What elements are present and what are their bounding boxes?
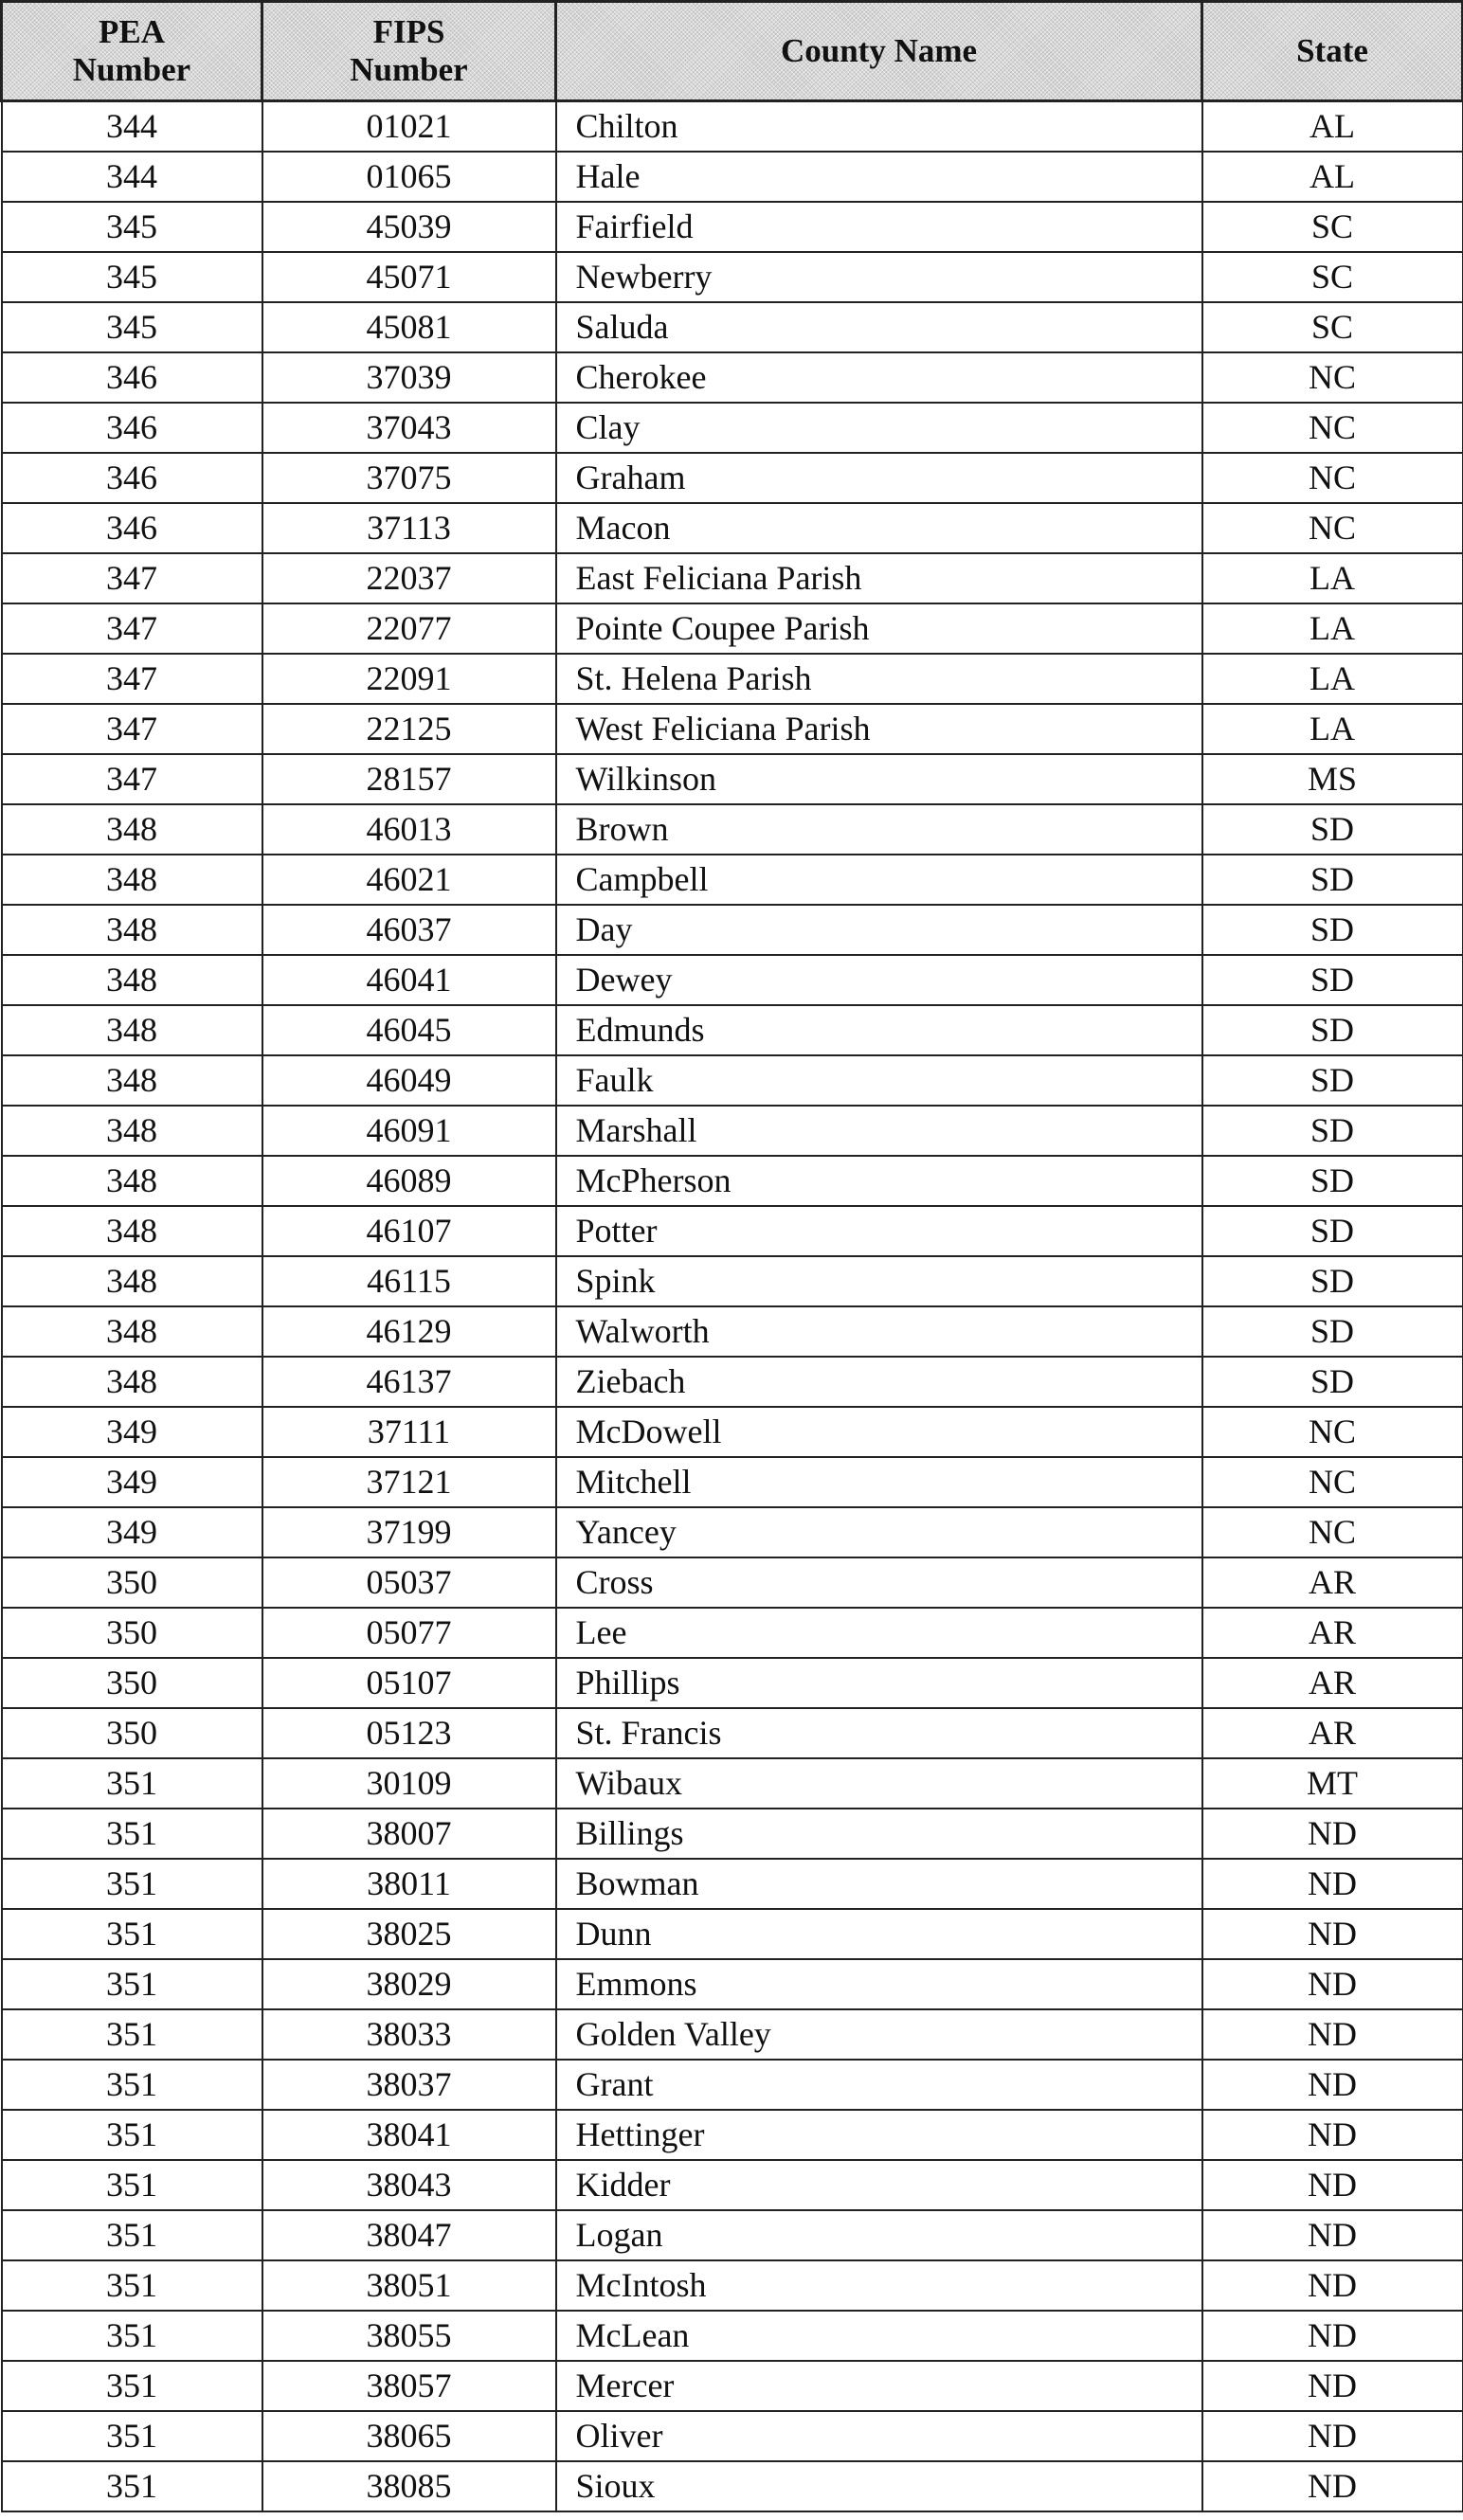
- cell-state: SD: [1202, 1005, 1463, 1055]
- cell-state: ND: [1202, 2160, 1463, 2210]
- cell-fips-number: 46107: [262, 1206, 556, 1256]
- cell-county-name: Dewey: [556, 955, 1202, 1005]
- cell-state: LA: [1202, 603, 1463, 654]
- table-row: [2, 101, 1463, 152]
- header-row: [2, 2, 1463, 101]
- cell-county-name: Cherokee: [556, 352, 1202, 403]
- cell-county-name: Potter: [556, 1206, 1202, 1256]
- cell-state: LA: [1202, 654, 1463, 704]
- table-body: [2, 101, 1463, 2511]
- table-row: [2, 202, 1463, 252]
- cell-fips-number: 45039: [262, 202, 556, 252]
- table-row: [2, 1306, 1463, 1357]
- cell-county-name: McDowell: [556, 1407, 1202, 1457]
- cell-county-name: Newberry: [556, 252, 1202, 302]
- cell-state: SC: [1202, 302, 1463, 352]
- table-row: [2, 503, 1463, 553]
- cell-pea-number: 350: [2, 1608, 262, 1658]
- cell-state: NC: [1202, 453, 1463, 503]
- cell-fips-number: 22091: [262, 654, 556, 704]
- cell-county-name: Graham: [556, 453, 1202, 503]
- cell-state: AL: [1202, 152, 1463, 202]
- cell-pea-number: 346: [2, 503, 262, 553]
- cell-county-name: Campbell: [556, 855, 1202, 905]
- table-row: [2, 1809, 1463, 1859]
- cell-state: SD: [1202, 1106, 1463, 1156]
- cell-county-name: Clay: [556, 403, 1202, 453]
- cell-state: NC: [1202, 503, 1463, 553]
- cell-state: SD: [1202, 1206, 1463, 1256]
- cell-pea-number: 351: [2, 1859, 262, 1909]
- cell-state: MS: [1202, 754, 1463, 804]
- cell-pea-number: 348: [2, 1156, 262, 1206]
- table-row: [2, 2210, 1463, 2260]
- cell-county-name: Dunn: [556, 1909, 1202, 1959]
- table-row: [2, 804, 1463, 855]
- cell-state: ND: [1202, 2110, 1463, 2160]
- table-row: [2, 1859, 1463, 1909]
- table-row: [2, 855, 1463, 905]
- table-row: [2, 2260, 1463, 2311]
- cell-county-name: St. Helena Parish: [556, 654, 1202, 704]
- cell-fips-number: 05037: [262, 1557, 556, 1608]
- table-row: [2, 1106, 1463, 1156]
- cell-pea-number: 347: [2, 553, 262, 603]
- cell-state: NC: [1202, 1407, 1463, 1457]
- cell-fips-number: 46013: [262, 804, 556, 855]
- cell-pea-number: 348: [2, 804, 262, 855]
- table-row: [2, 302, 1463, 352]
- cell-state: ND: [1202, 1959, 1463, 2009]
- cell-pea-number: 345: [2, 252, 262, 302]
- cell-state: SD: [1202, 1256, 1463, 1306]
- cell-fips-number: 46049: [262, 1055, 556, 1106]
- cell-fips-number: 46041: [262, 955, 556, 1005]
- cell-state: SD: [1202, 1306, 1463, 1357]
- table-row: [2, 603, 1463, 654]
- table-row: [2, 2461, 1463, 2511]
- table-row: [2, 1407, 1463, 1457]
- cell-state: NC: [1202, 1457, 1463, 1507]
- cell-county-name: McIntosh: [556, 2260, 1202, 2311]
- cell-state: AR: [1202, 1608, 1463, 1658]
- cell-pea-number: 344: [2, 152, 262, 202]
- cell-fips-number: 38085: [262, 2461, 556, 2511]
- table-row: [2, 1909, 1463, 1959]
- cell-county-name: Wibaux: [556, 1758, 1202, 1809]
- cell-county-name: Hettinger: [556, 2110, 1202, 2160]
- cell-county-name: Hale: [556, 152, 1202, 202]
- table-row: [2, 1507, 1463, 1557]
- cell-county-name: Macon: [556, 503, 1202, 553]
- cell-county-name: Brown: [556, 804, 1202, 855]
- cell-county-name: Emmons: [556, 1959, 1202, 2009]
- cell-fips-number: 46129: [262, 1306, 556, 1357]
- cell-fips-number: 37075: [262, 453, 556, 503]
- cell-state: NC: [1202, 403, 1463, 453]
- cell-county-name: Edmunds: [556, 1005, 1202, 1055]
- table-row: [2, 1055, 1463, 1106]
- cell-county-name: Mitchell: [556, 1457, 1202, 1507]
- cell-pea-number: 350: [2, 1557, 262, 1608]
- cell-state: SD: [1202, 804, 1463, 855]
- table-header: [2, 2, 1463, 101]
- cell-fips-number: 05077: [262, 1608, 556, 1658]
- cell-pea-number: 348: [2, 1306, 262, 1357]
- cell-county-name: Kidder: [556, 2160, 1202, 2210]
- cell-fips-number: 38029: [262, 1959, 556, 2009]
- table-row: [2, 654, 1463, 704]
- cell-pea-number: 346: [2, 453, 262, 503]
- cell-fips-number: 37121: [262, 1457, 556, 1507]
- cell-pea-number: 347: [2, 654, 262, 704]
- cell-pea-number: 346: [2, 403, 262, 453]
- cell-fips-number: 46091: [262, 1106, 556, 1156]
- cell-state: AR: [1202, 1658, 1463, 1708]
- cell-pea-number: 348: [2, 1005, 262, 1055]
- cell-county-name: Logan: [556, 2210, 1202, 2260]
- cell-fips-number: 37199: [262, 1507, 556, 1557]
- cell-pea-number: 348: [2, 855, 262, 905]
- header-state: State: [1202, 2, 1463, 101]
- cell-county-name: Golden Valley: [556, 2009, 1202, 2060]
- cell-pea-number: 344: [2, 101, 262, 152]
- cell-state: AL: [1202, 101, 1463, 152]
- cell-county-name: Grant: [556, 2060, 1202, 2110]
- cell-pea-number: 347: [2, 754, 262, 804]
- cell-pea-number: 351: [2, 1959, 262, 2009]
- table-row: [2, 1256, 1463, 1306]
- cell-county-name: Day: [556, 905, 1202, 955]
- cell-fips-number: 46045: [262, 1005, 556, 1055]
- cell-pea-number: 348: [2, 1256, 262, 1306]
- cell-fips-number: 30109: [262, 1758, 556, 1809]
- cell-county-name: Wilkinson: [556, 754, 1202, 804]
- header-pea-line1: PEA: [99, 13, 165, 50]
- cell-pea-number: 351: [2, 2110, 262, 2160]
- header-pea-number: [2, 2, 262, 101]
- table-row: [2, 905, 1463, 955]
- cell-county-name: Billings: [556, 1809, 1202, 1859]
- cell-fips-number: 37043: [262, 403, 556, 453]
- table-row: [2, 1708, 1463, 1758]
- table-row: [2, 1156, 1463, 1206]
- cell-county-name: Sioux: [556, 2461, 1202, 2511]
- cell-pea-number: 350: [2, 1658, 262, 1708]
- cell-fips-number: 45071: [262, 252, 556, 302]
- cell-state: ND: [1202, 1809, 1463, 1859]
- table-row: [2, 754, 1463, 804]
- cell-county-name: East Feliciana Parish: [556, 553, 1202, 603]
- cell-pea-number: 351: [2, 2210, 262, 2260]
- cell-pea-number: 351: [2, 1758, 262, 1809]
- table-row: [2, 2160, 1463, 2210]
- cell-county-name: Faulk: [556, 1055, 1202, 1106]
- cell-pea-number: 351: [2, 2311, 262, 2361]
- cell-state: MT: [1202, 1758, 1463, 1809]
- cell-fips-number: 28157: [262, 754, 556, 804]
- cell-state: ND: [1202, 1859, 1463, 1909]
- table-row: [2, 2110, 1463, 2160]
- cell-fips-number: 46137: [262, 1357, 556, 1407]
- header-county-name: County Name: [556, 2, 1202, 101]
- cell-fips-number: 05123: [262, 1708, 556, 1758]
- cell-pea-number: 348: [2, 955, 262, 1005]
- cell-fips-number: 38037: [262, 2060, 556, 2110]
- cell-fips-number: 22037: [262, 553, 556, 603]
- cell-fips-number: 38025: [262, 1909, 556, 1959]
- cell-fips-number: 38047: [262, 2210, 556, 2260]
- table-row: [2, 352, 1463, 403]
- cell-pea-number: 347: [2, 704, 262, 754]
- cell-fips-number: 46021: [262, 855, 556, 905]
- cell-fips-number: 46037: [262, 905, 556, 955]
- cell-fips-number: 38043: [262, 2160, 556, 2210]
- cell-fips-number: 46115: [262, 1256, 556, 1306]
- cell-county-name: McLean: [556, 2311, 1202, 2361]
- cell-state: ND: [1202, 2210, 1463, 2260]
- cell-fips-number: 05107: [262, 1658, 556, 1708]
- cell-fips-number: 45081: [262, 302, 556, 352]
- cell-county-name: Chilton: [556, 101, 1202, 152]
- cell-fips-number: 38033: [262, 2009, 556, 2060]
- cell-state: SC: [1202, 252, 1463, 302]
- table-row: [2, 252, 1463, 302]
- cell-county-name: Ziebach: [556, 1357, 1202, 1407]
- cell-state: NC: [1202, 1507, 1463, 1557]
- cell-pea-number: 347: [2, 603, 262, 654]
- cell-county-name: West Feliciana Parish: [556, 704, 1202, 754]
- table-row: [2, 704, 1463, 754]
- cell-pea-number: 348: [2, 1206, 262, 1256]
- cell-fips-number: 01021: [262, 101, 556, 152]
- cell-pea-number: 349: [2, 1507, 262, 1557]
- cell-pea-number: 351: [2, 2160, 262, 2210]
- cell-state: ND: [1202, 1909, 1463, 1959]
- cell-state: SD: [1202, 1156, 1463, 1206]
- cell-county-name: Spink: [556, 1256, 1202, 1306]
- table-row: [2, 1557, 1463, 1608]
- cell-county-name: Oliver: [556, 2411, 1202, 2461]
- cell-pea-number: 349: [2, 1407, 262, 1457]
- cell-state: SD: [1202, 1357, 1463, 1407]
- cell-fips-number: 46089: [262, 1156, 556, 1206]
- cell-state: SD: [1202, 1055, 1463, 1106]
- cell-pea-number: 350: [2, 1708, 262, 1758]
- cell-fips-number: 37113: [262, 503, 556, 553]
- table-row: [2, 1005, 1463, 1055]
- cell-county-name: McPherson: [556, 1156, 1202, 1206]
- cell-pea-number: 348: [2, 1106, 262, 1156]
- header-pea-line2: Number: [72, 51, 191, 88]
- cell-state: ND: [1202, 2060, 1463, 2110]
- table-row: [2, 1658, 1463, 1708]
- cell-pea-number: 351: [2, 2461, 262, 2511]
- cell-fips-number: 38051: [262, 2260, 556, 2311]
- table-row: [2, 1758, 1463, 1809]
- table-row: [2, 955, 1463, 1005]
- cell-pea-number: 348: [2, 1055, 262, 1106]
- cell-pea-number: 351: [2, 1909, 262, 1959]
- cell-fips-number: 38011: [262, 1859, 556, 1909]
- cell-fips-number: 38041: [262, 2110, 556, 2160]
- table-row: [2, 453, 1463, 503]
- cell-pea-number: 351: [2, 2060, 262, 2110]
- cell-state: ND: [1202, 2411, 1463, 2461]
- cell-fips-number: 37039: [262, 352, 556, 403]
- cell-state: LA: [1202, 553, 1463, 603]
- cell-pea-number: 351: [2, 2411, 262, 2461]
- cell-county-name: Marshall: [556, 1106, 1202, 1156]
- cell-fips-number: 22077: [262, 603, 556, 654]
- cell-state: NC: [1202, 352, 1463, 403]
- table-row: [2, 2009, 1463, 2060]
- cell-pea-number: 345: [2, 302, 262, 352]
- cell-state: SD: [1202, 905, 1463, 955]
- table-row: [2, 1959, 1463, 2009]
- cell-pea-number: 351: [2, 1809, 262, 1859]
- cell-county-name: Mercer: [556, 2361, 1202, 2411]
- cell-pea-number: 346: [2, 352, 262, 403]
- cell-pea-number: 348: [2, 905, 262, 955]
- header-fips-number: [262, 2, 556, 101]
- cell-county-name: Phillips: [556, 1658, 1202, 1708]
- cell-fips-number: 01065: [262, 152, 556, 202]
- cell-county-name: Cross: [556, 1557, 1202, 1608]
- cell-state: ND: [1202, 2361, 1463, 2411]
- cell-county-name: Bowman: [556, 1859, 1202, 1909]
- cell-pea-number: 349: [2, 1457, 262, 1507]
- table-row: [2, 152, 1463, 202]
- table-row: [2, 2411, 1463, 2461]
- cell-state: ND: [1202, 2461, 1463, 2511]
- cell-county-name: Saluda: [556, 302, 1202, 352]
- table-row: [2, 1206, 1463, 1256]
- cell-fips-number: 38055: [262, 2311, 556, 2361]
- cell-state: SD: [1202, 955, 1463, 1005]
- cell-pea-number: 348: [2, 1357, 262, 1407]
- table-row: [2, 1357, 1463, 1407]
- cell-county-name: St. Francis: [556, 1708, 1202, 1758]
- table-row: [2, 2361, 1463, 2411]
- cell-state: ND: [1202, 2009, 1463, 2060]
- cell-county-name: Lee: [556, 1608, 1202, 1658]
- cell-pea-number: 345: [2, 202, 262, 252]
- cell-state: ND: [1202, 2311, 1463, 2361]
- cell-county-name: Walworth: [556, 1306, 1202, 1357]
- cell-county-name: Yancey: [556, 1507, 1202, 1557]
- cell-fips-number: 38065: [262, 2411, 556, 2461]
- table-row: [2, 1457, 1463, 1507]
- cell-state: SD: [1202, 855, 1463, 905]
- header-fips-line2: Number: [350, 51, 468, 88]
- cell-state: ND: [1202, 2260, 1463, 2311]
- table-row: [2, 2060, 1463, 2110]
- cell-county-name: Pointe Coupee Parish: [556, 603, 1202, 654]
- cell-fips-number: 37111: [262, 1407, 556, 1457]
- cell-county-name: Fairfield: [556, 202, 1202, 252]
- cell-pea-number: 351: [2, 2260, 262, 2311]
- cell-fips-number: 38057: [262, 2361, 556, 2411]
- cell-pea-number: 351: [2, 2009, 262, 2060]
- cell-pea-number: 351: [2, 2361, 262, 2411]
- table-row: [2, 1608, 1463, 1658]
- table-row: [2, 403, 1463, 453]
- cell-state: LA: [1202, 704, 1463, 754]
- table-row: [2, 553, 1463, 603]
- cell-state: SC: [1202, 202, 1463, 252]
- cell-state: AR: [1202, 1557, 1463, 1608]
- header-fips-line1: FIPS: [372, 13, 445, 50]
- table-row: [2, 2311, 1463, 2361]
- cell-state: AR: [1202, 1708, 1463, 1758]
- cell-fips-number: 22125: [262, 704, 556, 754]
- cell-fips-number: 38007: [262, 1809, 556, 1859]
